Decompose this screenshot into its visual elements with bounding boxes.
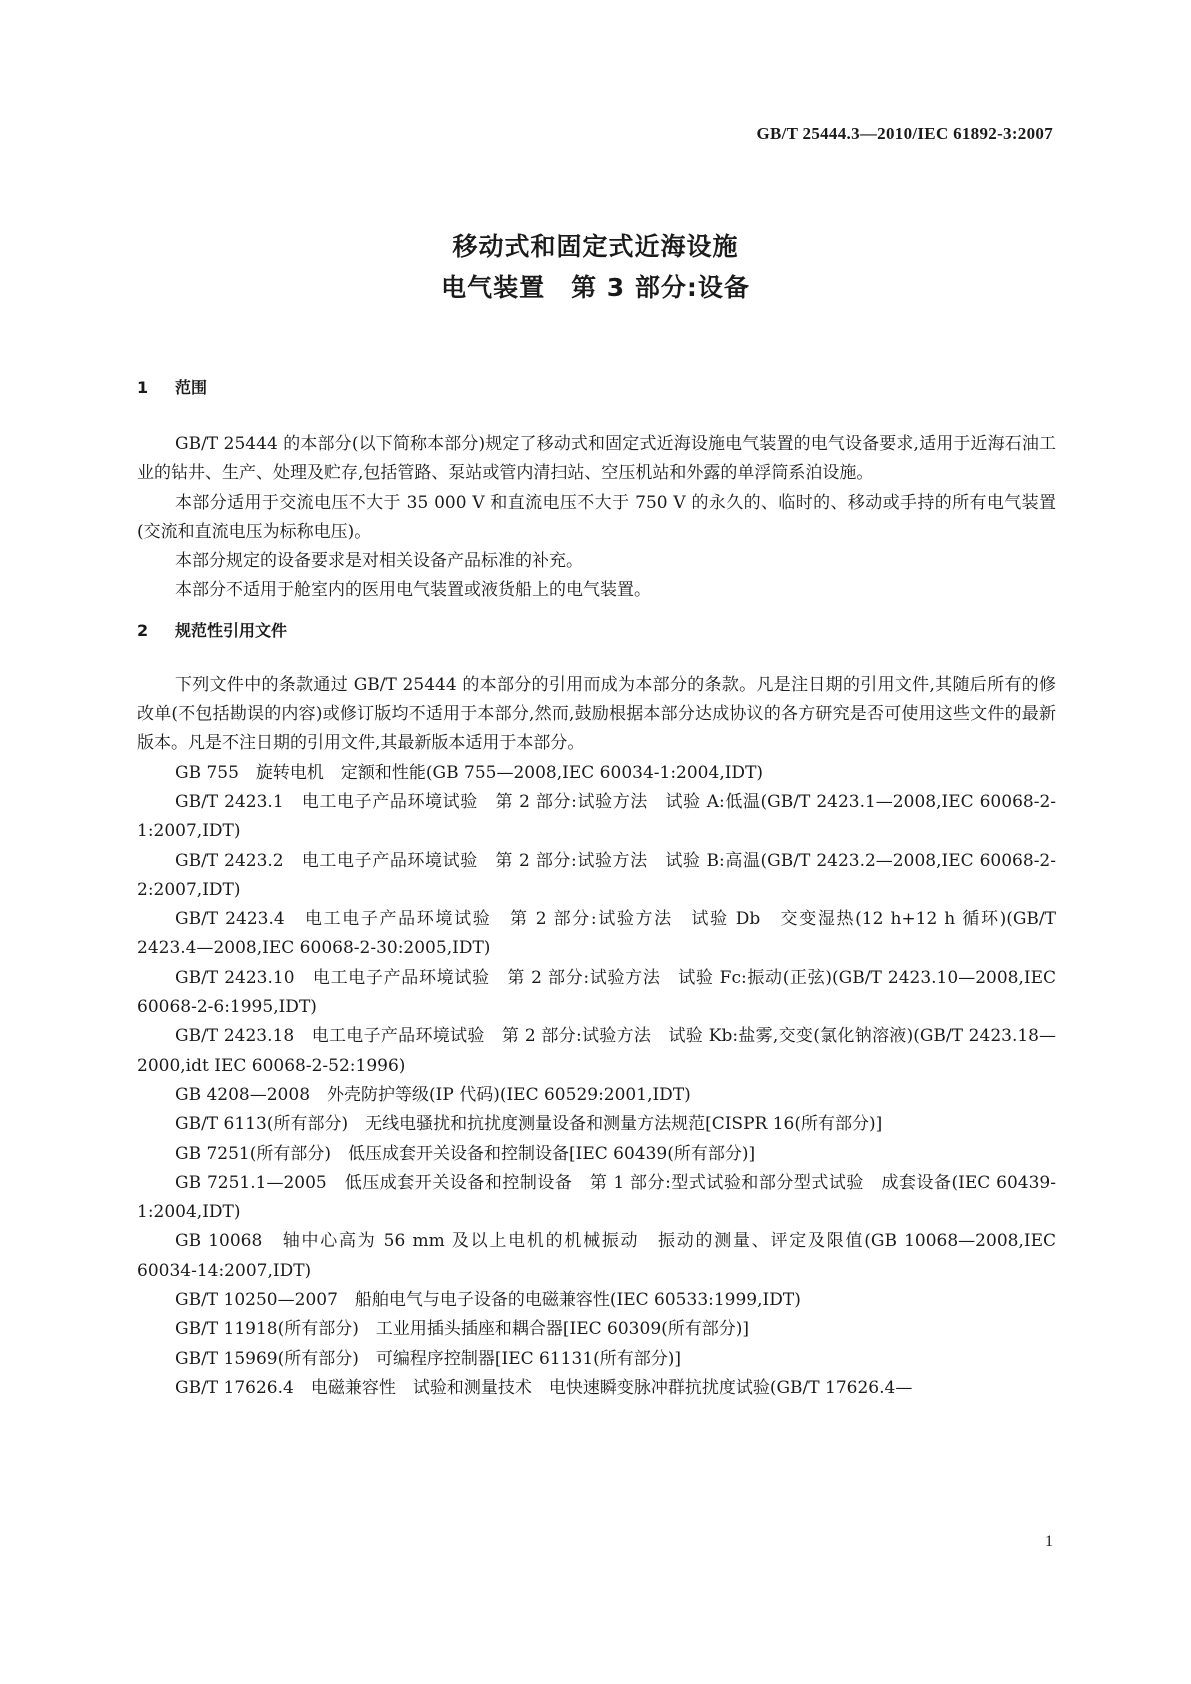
section-title: 规范性引用文件 <box>175 620 288 640</box>
reference-item: GB/T 10250—2007 船舶电气与电子设备的电磁兼容性(IEC 60533:1999,IDT) <box>175 1290 801 1311</box>
reference-item: GB/T 17626.4 电磁兼容性 试验和测量技术 电快速瞬变脉冲群抗扰度试验(GB/T 17626.4— <box>175 1377 913 1398</box>
scope-paragraph: 本部分适用于交流电压不大于 35 000 V 和直流电压不大于 750 V 的永久的、临时的、移动或手持的所有电气装置(交流和直流电压为标称电压)。 <box>137 492 1056 542</box>
reference-item: GB/T 6113(所有部分) 无线电骚扰和抗扰度测量设备和测量方法规范[CISPR 16(所有部分)] <box>175 1114 883 1135</box>
reference-item: GB/T 15969(所有部分) 可编程序控制器[IEC 61131(所有部分)] <box>175 1348 682 1369</box>
reference-item: GB/T 2423.4 电工电子产品环境试验 第 2 部分:试验方法 试验 Db 交变湿热(12 h+12 h 循环)(GB/T 2423.4—2008,IEC 60068-2-30:2005,IDT) <box>137 909 1056 959</box>
reference-list <box>137 759 1056 1404</box>
scope-paragraph: 本部分规定的设备要求是对相关设备产品标准的补充。 <box>175 551 583 572</box>
reference-item: GB/T 2423.2 电工电子产品环境试验 第 2 部分:试验方法 试验 B:高温(GB/T 2423.2—2008,IEC 60068-2-2:2007,IDT) <box>137 850 1056 900</box>
section-heading-normative-references <box>137 616 1056 645</box>
scope-paragraph: GB/T 25444 的本部分(以下简称本部分)规定了移动式和固定式近海设施电气装置的电气设备要求,适用于近海石油工业的钻井、生产、处理及贮存,包括管路、泵站或管内清扫站、空压机站和外露的单浮筒系泊设施。 <box>137 434 1056 484</box>
document-body <box>137 373 1056 1403</box>
section-heading-scope <box>137 373 1056 402</box>
title-line-2: 电气装置 第 3 部分:设备 <box>441 273 750 302</box>
section-title: 范围 <box>175 378 208 397</box>
reference-item: GB/T 2423.1 电工电子产品环境试验 第 2 部分:试验方法 试验 A:低温(GB/T 2423.1—2008,IEC 60068-2-1:2007,IDT) <box>137 791 1056 842</box>
reference-item: GB 4208—2008 外壳防护等级(IP 代码)(IEC 60529:2001,IDT) <box>175 1084 691 1105</box>
reference-item: GB/T 11918(所有部分) 工业用插头插座和耦合器[IEC 60309(所有部分)] <box>175 1319 750 1340</box>
standard-code: GB/T 25444.3—2010/IEC 61892-3:2007 <box>756 124 1053 143</box>
references-intro: 下列文件中的条款通过 GB/T 25444 的本部分的引用而成为本部分的条款。凡是注日期的引用文件,其随后所有的修改单(不包括勘误的内容)或修订版均不适用于本部分,然而,鼓励根据本部分达成协议的各方研究是否可使用这些文件的最新版本。凡是不注日期的引用文件,其最新版本适用于本部分。 <box>137 674 1056 754</box>
reference-item: GB 10068 轴中心高为 56 mm 及以上电机的机械振动 振动的测量、评定及限值(GB 10068—2008,IEC 60034-14:2007,IDT) <box>137 1231 1056 1281</box>
page-number: 1 <box>1045 1533 1053 1550</box>
reference-item: GB 7251(所有部分) 低压成套开关设备和控制设备[IEC 60439(所有部分)] <box>175 1143 756 1164</box>
reference-item: GB 755 旋转电机 定额和性能(GB 755—2008,IEC 60034-1:2004,IDT) <box>175 762 764 783</box>
scope-paragraph: 本部分不适用于舱室内的医用电气装置或液货船上的电气装置。 <box>175 580 651 601</box>
document-title <box>0 226 1191 308</box>
section-number: 1 <box>137 378 149 397</box>
title-line-1: 移动式和固定式近海设施 <box>452 232 739 261</box>
section-number: 2 <box>137 620 149 640</box>
reference-item: GB/T 2423.18 电工电子产品环境试验 第 2 部分:试验方法 试验 Kb:盐雾,交变(氯化钠溶液)(GB/T 2423.18—2000,idt IEC 60068-2-52:1996) <box>137 1026 1056 1076</box>
reference-item: GB/T 2423.10 电工电子产品环境试验 第 2 部分:试验方法 试验 Fc:振动(正弦)(GB/T 2423.10—2008,IEC 60068-2-6:1995,IDT) <box>137 967 1056 1018</box>
reference-item: GB 7251.1—2005 低压成套开关设备和控制设备 第 1 部分:型式试验和部分型式试验 成套设备(IEC 60439-1:2004,IDT) <box>137 1172 1056 1223</box>
